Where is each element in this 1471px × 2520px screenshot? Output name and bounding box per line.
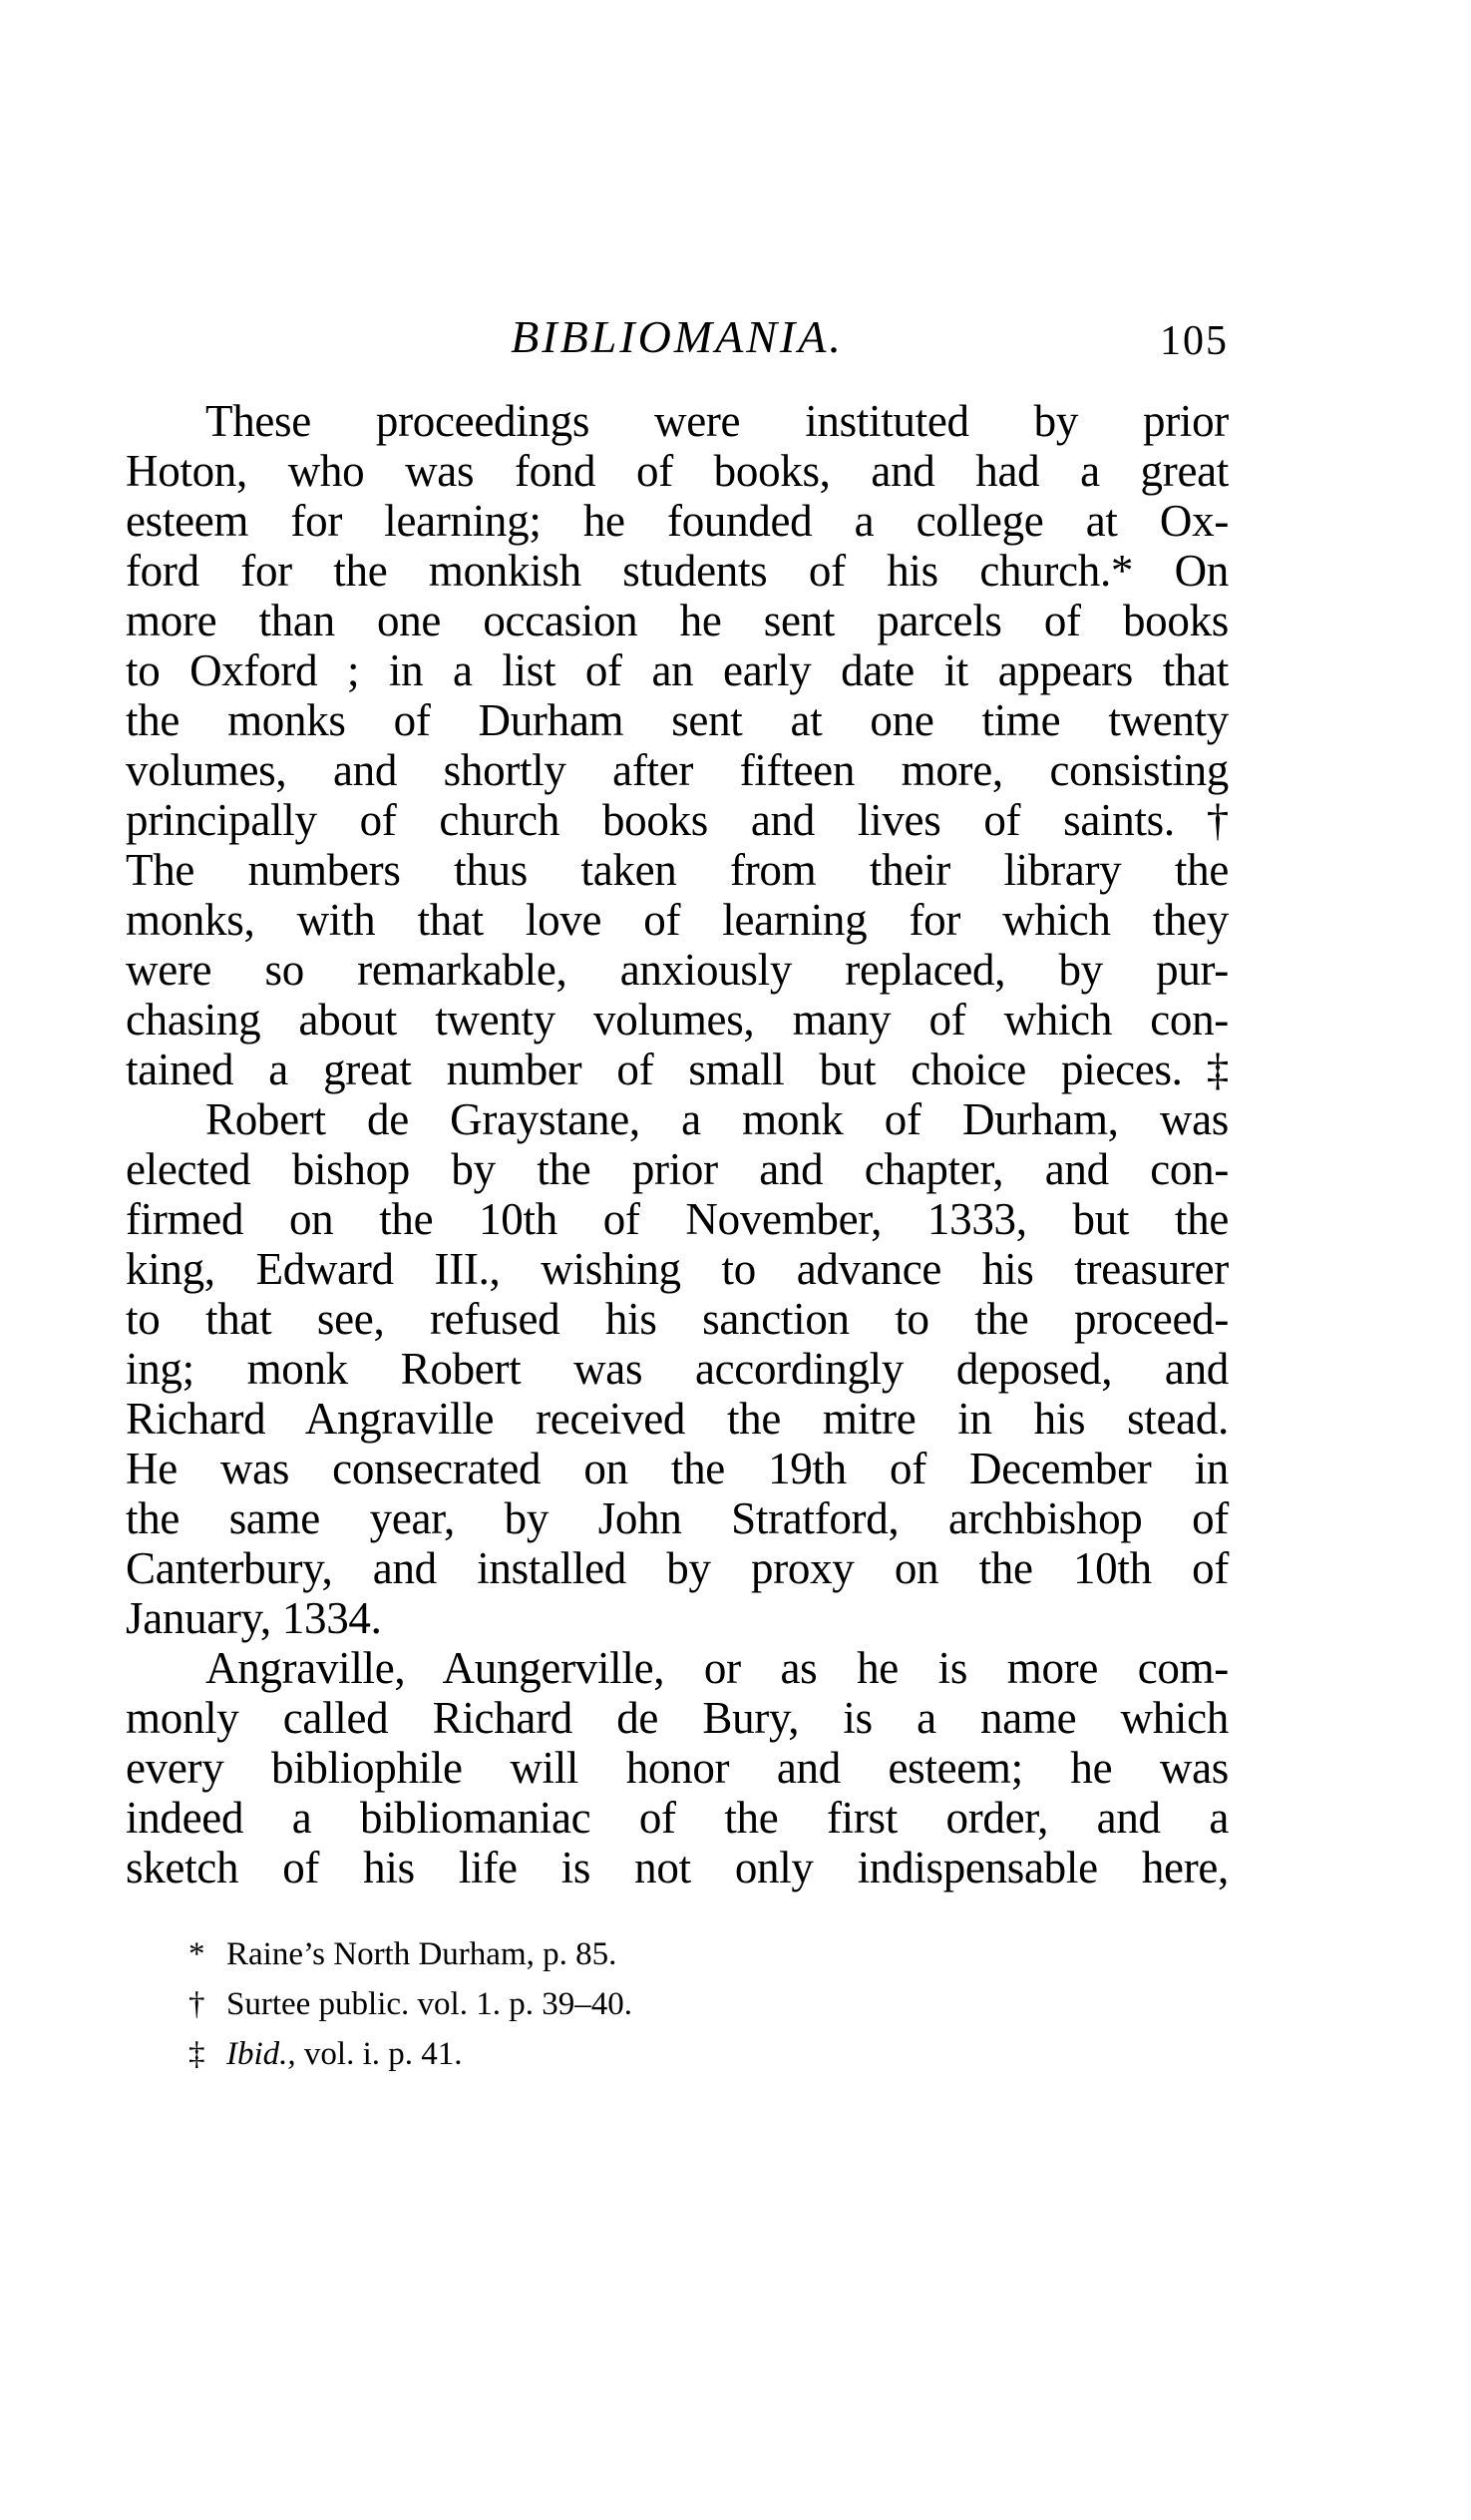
text-line: chasing about twenty volumes, many of which con- [126, 995, 1229, 1045]
text-line: elected bishop by the prior and chapter, and con- [126, 1144, 1229, 1194]
text-line: the same year, by John Stratford, archbishop of [126, 1493, 1229, 1543]
text-line: Robert de Graystane, a monk of Durham, was [205, 1094, 1229, 1144]
text-line: ing; monk Robert was accordingly deposed, and [126, 1344, 1229, 1394]
text-line: monks, with that love of learning for which they [126, 895, 1229, 945]
text-line: king, Edward III., wishing to advance his treasurer [126, 1244, 1229, 1294]
paragraph [126, 396, 1229, 1094]
footnote-text: Raine’s North Durham, p. 85. [226, 1936, 617, 1972]
text-line: Angraville, Aungerville, or as he is more com- [205, 1643, 1229, 1693]
text-line: the monks of Durham sent at one time twenty [126, 695, 1229, 745]
text-line: were so remarkable, anxiously replaced, by pur- [126, 945, 1229, 995]
footnote-italic-text: Ibid., [226, 2036, 296, 2072]
footnote-text: Surtee public. vol. 1. p. 39–40. [226, 1986, 632, 2022]
text-line: principally of church books and lives of saints.† [126, 795, 1229, 845]
page-header [126, 312, 1229, 362]
paragraph [126, 1094, 1229, 1643]
text-line: He was consecrated on the 19th of December in [126, 1444, 1229, 1493]
text-line: sketch of his life is not only indispensable here, [126, 1843, 1229, 1892]
text-line: Canterbury, and installed by proxy on the 10th of [126, 1543, 1229, 1593]
footnote-line [188, 1929, 632, 1979]
text-line: tained a great number of small but choice pieces.‡ [126, 1045, 1229, 1094]
text-line: Richard Angraville received the mitre in his stead. [126, 1394, 1229, 1444]
text-line: Hoton, who was fond of books, and had a great [126, 446, 1229, 496]
text-line: These proceedings were instituted by prior [205, 396, 1229, 446]
text-block [126, 396, 1229, 1892]
text-line: every bibliophile will honor and esteem; he was [126, 1743, 1229, 1793]
paragraph [126, 1643, 1229, 1892]
text-line: monly called Richard de Bury, is a name which [126, 1693, 1229, 1743]
text-line: firmed on the 10th of November, 1333, but the [126, 1194, 1229, 1244]
text-line: to that see, refused his sanction to the proceed- [126, 1294, 1229, 1344]
text-line: ford for the monkish students of his church.* On [126, 546, 1229, 596]
text-line: The numbers thus taken from their library the [126, 845, 1229, 895]
footnote-line [188, 2029, 632, 2079]
footnote-text: vol. i. p. 41. [295, 2036, 463, 2072]
text-line: esteem for learning; he founded a college at Ox- [126, 496, 1229, 546]
footnote-marker: * [188, 1936, 205, 1972]
text-line: January, 1334. [126, 1593, 382, 1643]
footnotes-block [188, 1929, 632, 2079]
text-line: volumes, and shortly after fifteen more, consisting [126, 745, 1229, 795]
text-line: indeed a bibliomaniac of the first order, and a [126, 1793, 1229, 1843]
running-head-title: BIBLIOMANIA. [511, 311, 844, 362]
page-number: 105 [1160, 318, 1229, 364]
footnote-marker: † [188, 1986, 205, 2022]
text-line: more than one occasion he sent parcels of books [126, 596, 1229, 645]
text-line: to Oxford ; in a list of an early date it appears that [126, 645, 1229, 695]
footnote-marker: ‡ [188, 2036, 205, 2072]
footnote-line [188, 1979, 632, 2029]
